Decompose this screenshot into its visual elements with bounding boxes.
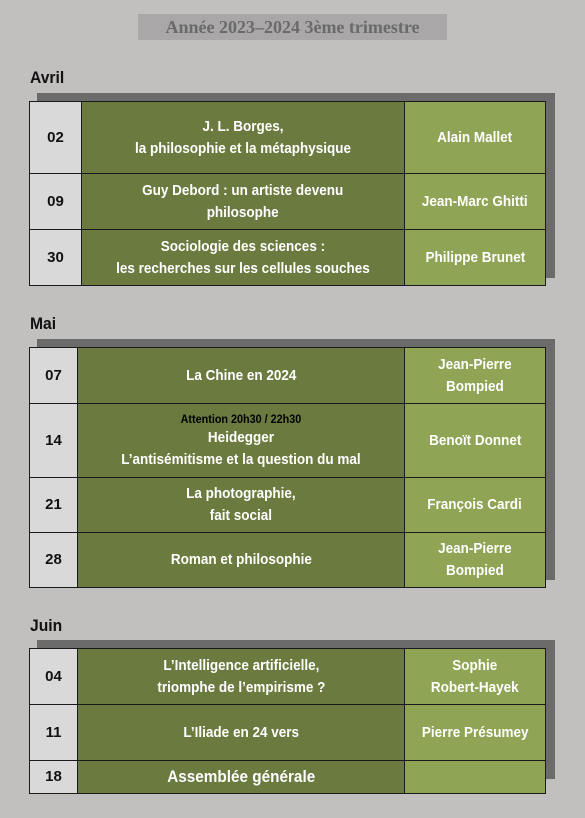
row-speaker: Jean-Pierre Bompied [405, 348, 546, 404]
month-label-mai: Mai [30, 314, 57, 333]
row-speaker: Benoït Donnet [405, 404, 546, 478]
table-row [30, 404, 546, 478]
row-date: 07 [30, 348, 78, 404]
page-title: Année 2023–2024 3ème trimestre [138, 14, 447, 40]
schedule-table-mai [29, 347, 546, 588]
row-speaker [405, 761, 546, 794]
row-date: 28 [30, 533, 78, 588]
row-topic: Attention 20h30 / 22h30 Heidegger L’antisémitisme et la question du mal [78, 404, 405, 478]
row-topic: Guy Debord : un artiste devenu philosophe [82, 174, 405, 230]
table-row [30, 705, 546, 761]
schedule-table-avril [29, 101, 546, 286]
row-date: 02 [30, 102, 82, 174]
row-topic: Sociologie des sciences : les recherches sur les cellules souches [82, 230, 405, 286]
table-row [30, 174, 546, 230]
table-row [30, 761, 546, 794]
table-row [30, 102, 546, 174]
month-label-juin: Juin [30, 616, 63, 635]
row-topic: L’Intelligence artificielle, triomphe de l’empirisme ? [78, 649, 405, 705]
row-topic: J. L. Borges, la philosophie et la métaphysique [82, 102, 405, 174]
table-row [30, 533, 546, 588]
row-speaker: Jean-Marc Ghitti [405, 174, 546, 230]
row-topic: La photographie, fait social [78, 478, 405, 533]
row-speaker: Jean-Pierre Bompied [405, 533, 546, 588]
row-date: 21 [30, 478, 78, 533]
table-row [30, 230, 546, 286]
schedule-table-juin [29, 648, 546, 794]
month-label-avril: Avril [30, 68, 65, 87]
row-topic: Assemblée générale [78, 761, 405, 794]
row-speaker: François Cardi [405, 478, 546, 533]
row-topic: Roman et philosophie [78, 533, 405, 588]
row-date: 04 [30, 649, 78, 705]
row-date: 30 [30, 230, 82, 286]
row-topic: La Chine en 2024 [78, 348, 405, 404]
row-date: 18 [30, 761, 78, 794]
row-speaker: Philippe Brunet [405, 230, 546, 286]
table-row [30, 649, 546, 705]
row-date: 14 [30, 404, 78, 478]
row-speaker: Pierre Présumey [405, 705, 546, 761]
table-row [30, 478, 546, 533]
table-row [30, 348, 546, 404]
row-date: 09 [30, 174, 82, 230]
row-date: 11 [30, 705, 78, 761]
row-speaker: Sophie Robert-Hayek [405, 649, 546, 705]
row-topic: L’Iliade en 24 vers [78, 705, 405, 761]
row-speaker: Alain Mallet [405, 102, 546, 174]
attention-note: Attention 20h30 / 22h30 [180, 411, 302, 426]
